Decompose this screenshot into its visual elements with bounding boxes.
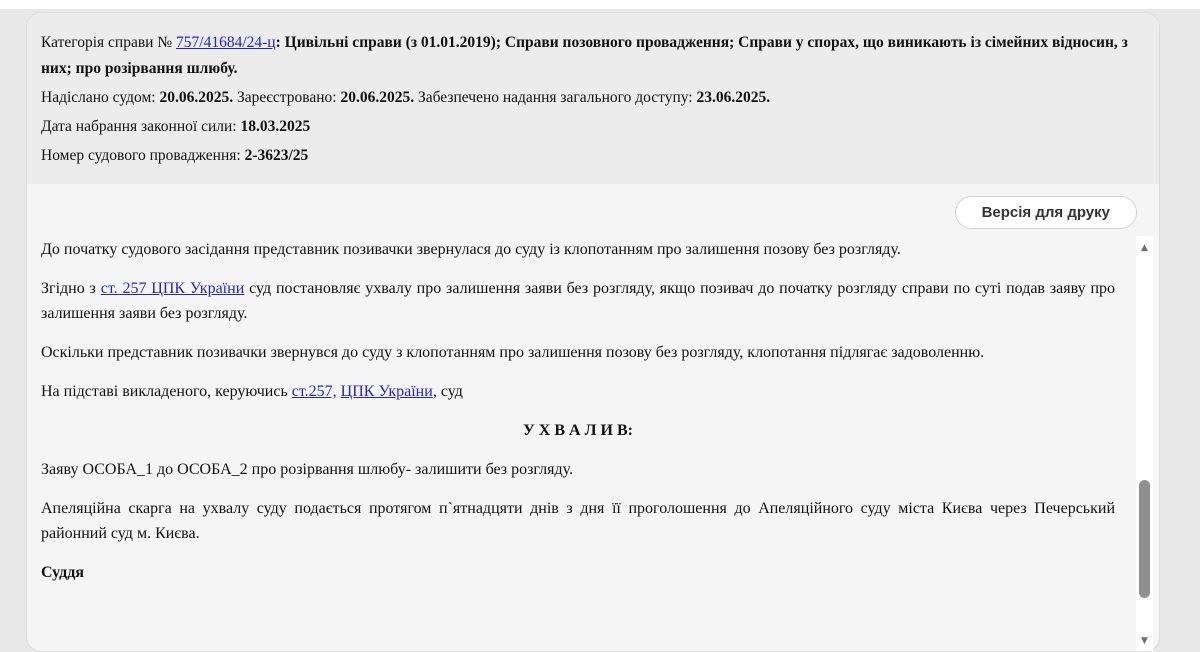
scrollbar-down-icon[interactable]: ▼ bbox=[1141, 636, 1148, 646]
document-viewer bbox=[27, 229, 1159, 651]
proceeding-line bbox=[41, 143, 1143, 169]
doc-paragraph-6: Заяву ОСОБА_1 до ОСОБА_2 про розірвання шлюбу- залишити без розгляду. bbox=[41, 461, 574, 478]
dates-line bbox=[41, 85, 1143, 111]
access-date: 23.06.2025. bbox=[696, 89, 771, 106]
doc-paragraph-7: Апеляційна скарга на ухвалу суду подається протягом п`ятнадцяти днів з дня її проголошення до Апеляційного суду міста Києва через Печерський районний суд м. Києва. bbox=[41, 500, 1115, 542]
st-257-link[interactable]: ст.257, bbox=[291, 383, 337, 400]
p4-suffix: , суд bbox=[432, 383, 463, 400]
doc-paragraph-1: До початку судового засідання представник позивачки звернулася до суду із клопотанням про залишення позову без розгляду. bbox=[41, 241, 901, 258]
case-category-line bbox=[41, 30, 1143, 82]
case-number-link[interactable]: 757/41684/24-ц bbox=[176, 34, 276, 51]
legal-force-date: 18.03.2025 bbox=[240, 118, 311, 135]
document-scroll-region[interactable] bbox=[41, 232, 1115, 651]
colon: : bbox=[275, 34, 285, 51]
registered-date: 20.06.2025. bbox=[340, 89, 415, 106]
registered-label: Зареєстровано: bbox=[233, 89, 341, 106]
category-text: Цивільні справи (з 01.01.2019); Справи позовного провадження; Справи у спорах, що виникають із сімейних відносин, з них; про розірвання шлюбу. bbox=[41, 34, 1128, 77]
case-info-panel bbox=[27, 13, 1159, 184]
decision-card bbox=[26, 12, 1160, 652]
document-scrollbar[interactable] bbox=[1136, 236, 1153, 651]
resolution-heading: У Х В А Л И В: bbox=[523, 422, 633, 439]
proceeding-number: 2-3623/25 bbox=[244, 147, 309, 164]
doc-paragraph-3: Оскільки представник позивачки звернувся до суду з клопотанням про залишення позову без розгляду, клопотання підлягає задоволенню. bbox=[41, 344, 985, 361]
cpk-257-link[interactable]: ст. 257 ЦПК України bbox=[100, 280, 245, 297]
cpk-ukraine-link[interactable]: ЦПК України bbox=[340, 383, 433, 400]
doc-paragraph-2 bbox=[41, 276, 1115, 326]
p2-prefix: Згідно з bbox=[41, 280, 101, 297]
sent-date: 20.06.2025. bbox=[159, 89, 234, 106]
p4-prefix: На підставі викладеного, керуючись bbox=[41, 383, 292, 400]
scrollbar-thumb[interactable] bbox=[1139, 480, 1150, 598]
print-version-button[interactable]: Версія для друку bbox=[955, 196, 1137, 229]
sent-label: Надіслано судом: bbox=[41, 89, 160, 106]
access-label: Забезпечено надання загального доступу: bbox=[414, 89, 697, 106]
legal-force-line bbox=[41, 114, 1143, 140]
document-content bbox=[41, 237, 1115, 585]
proceeding-label: Номер судового провадження: bbox=[41, 147, 245, 164]
judge-label: Суддя bbox=[41, 564, 84, 581]
p2-suffix: суд постановляє ухвалу про залишення заяви без розгляду, якщо позивач до початку розгляду справи по суті подав заяву про залишення заяви без розгляду. bbox=[41, 280, 1115, 322]
doc-paragraph-4 bbox=[41, 379, 1115, 404]
legal-force-label: Дата набрання законної сили: bbox=[41, 118, 241, 135]
category-label: Категорія справи № bbox=[41, 34, 177, 51]
scrollbar-up-icon[interactable]: ▲ bbox=[1141, 243, 1148, 253]
page-top-strip bbox=[0, 0, 1200, 9]
